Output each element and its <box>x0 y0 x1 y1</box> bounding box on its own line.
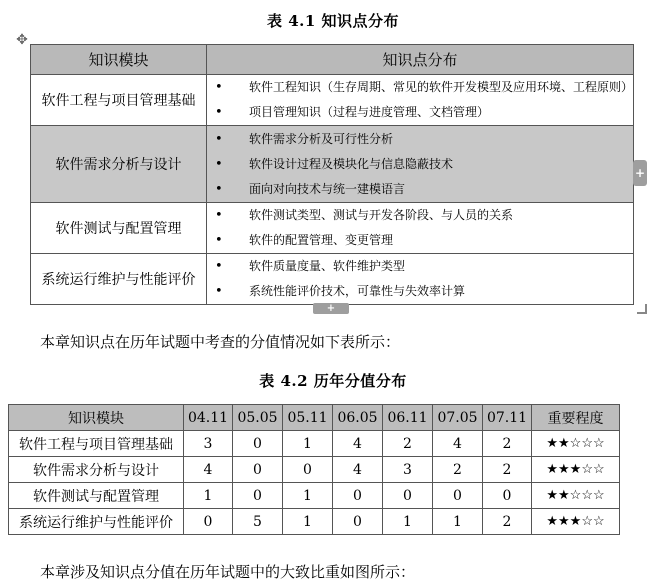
add-column-button[interactable]: + <box>633 160 647 186</box>
header-module: 知识模块 <box>31 45 207 75</box>
knowledge-distribution-table <box>30 44 634 305</box>
table1-caption: 表 4.1 知识点分布 <box>266 12 400 30</box>
importance-stars: ★★★☆☆ <box>532 457 620 483</box>
module-cell: 软件测试与配置管理 <box>9 483 184 509</box>
importance-stars: ★★☆☆☆ <box>532 431 620 457</box>
points-cell <box>207 126 634 203</box>
score-cell: 2 <box>433 457 483 483</box>
list-item: • 软件需求分析及可行性分析 <box>215 131 394 147</box>
points-cell <box>207 203 634 254</box>
table-header-row <box>9 405 620 431</box>
score-cell: 4 <box>333 457 383 483</box>
score-cell: 4 <box>184 457 233 483</box>
add-row-button[interactable]: + <box>313 303 349 314</box>
score-distribution-table <box>8 404 620 535</box>
score-cell: 2 <box>383 431 433 457</box>
header-module: 知识模块 <box>9 405 184 431</box>
module-cell: 软件测试与配置管理 <box>31 203 207 254</box>
list-item: • 面向对向技术与统一建模语言 <box>215 181 406 197</box>
score-cell: 4 <box>433 431 483 457</box>
module-cell: 系统运行维护与性能评价 <box>9 509 184 535</box>
points-cell <box>207 254 634 305</box>
header-year: 05.05 <box>233 405 283 431</box>
header-year: 07.11 <box>483 405 532 431</box>
score-cell: 0 <box>433 483 483 509</box>
header-points: 知识点分布 <box>207 45 634 75</box>
module-cell: 系统运行维护与性能评价 <box>31 254 207 305</box>
score-cell: 5 <box>233 509 283 535</box>
importance-stars: ★★★☆☆ <box>532 509 620 535</box>
table-move-icon[interactable]: ✥ <box>16 32 28 48</box>
list-item: • 软件设计过程及模块化与信息隐蔽技术 <box>215 156 454 172</box>
score-cell: 0 <box>283 457 333 483</box>
list-item: • 软件测试类型、测试与开发各阶段、与人员的关系 <box>215 208 514 223</box>
module-cell: 软件工程与项目管理基础 <box>31 75 207 126</box>
paragraph-score-intro: 本章知识点在历年试题中考查的分值情况如下表所示： <box>40 333 401 351</box>
score-cell: 1 <box>283 431 333 457</box>
score-cell: 0 <box>184 509 233 535</box>
score-cell: 1 <box>283 509 333 535</box>
score-cell: 2 <box>483 457 532 483</box>
score-cell: 1 <box>433 509 483 535</box>
table-row <box>9 483 620 509</box>
score-cell: 0 <box>233 483 283 509</box>
points-cell <box>207 75 634 126</box>
header-year: 06.11 <box>383 405 433 431</box>
score-cell: 0 <box>383 483 433 509</box>
module-cell: 软件工程与项目管理基础 <box>9 431 184 457</box>
score-cell: 0 <box>483 483 532 509</box>
table-row <box>9 431 620 457</box>
score-cell: 2 <box>483 431 532 457</box>
header-year: 05.11 <box>283 405 333 431</box>
score-cell: 0 <box>333 483 383 509</box>
importance-stars: ★★☆☆☆ <box>532 483 620 509</box>
paragraph-chart-intro: 本章涉及知识点分值在历年试题中的大致比重如图所示： <box>40 563 416 581</box>
score-cell: 1 <box>283 483 333 509</box>
score-cell: 0 <box>233 457 283 483</box>
table-resize-handle[interactable] <box>637 304 647 314</box>
table-row <box>9 457 620 483</box>
table-row <box>31 203 634 254</box>
table-row <box>31 75 634 126</box>
header-year: 04.11 <box>184 405 233 431</box>
table-header-row <box>31 45 634 75</box>
score-cell: 3 <box>383 457 433 483</box>
table2-caption: 表 4.2 历年分值分布 <box>259 372 407 390</box>
list-item: • 项目管理知识（过程与进度管理、文档管理） <box>215 105 490 120</box>
list-item: • 软件的配置管理、变更管理 <box>215 233 394 248</box>
module-cell: 软件需求分析与设计 <box>9 457 184 483</box>
table-row <box>31 126 634 203</box>
score-cell: 4 <box>333 431 383 457</box>
header-importance: 重要程度 <box>532 405 620 431</box>
list-item: • 系统性能评价技术，可靠性与失效率计算 <box>215 284 466 299</box>
score-cell: 2 <box>483 509 532 535</box>
score-cell: 1 <box>184 483 233 509</box>
score-cell: 0 <box>233 431 283 457</box>
score-cell: 1 <box>383 509 433 535</box>
header-year: 06.05 <box>333 405 383 431</box>
module-cell: 软件需求分析与设计 <box>31 126 207 203</box>
list-item: • 软件质量度量、软件维护类型 <box>215 259 406 274</box>
table-row <box>9 509 620 535</box>
score-cell: 3 <box>184 431 233 457</box>
list-item: • 软件工程知识（生存周期、常见的软件开发模型及应用环境、工程原则） <box>215 80 634 95</box>
table-row <box>31 254 634 305</box>
header-year: 07.05 <box>433 405 483 431</box>
score-cell: 0 <box>333 509 383 535</box>
